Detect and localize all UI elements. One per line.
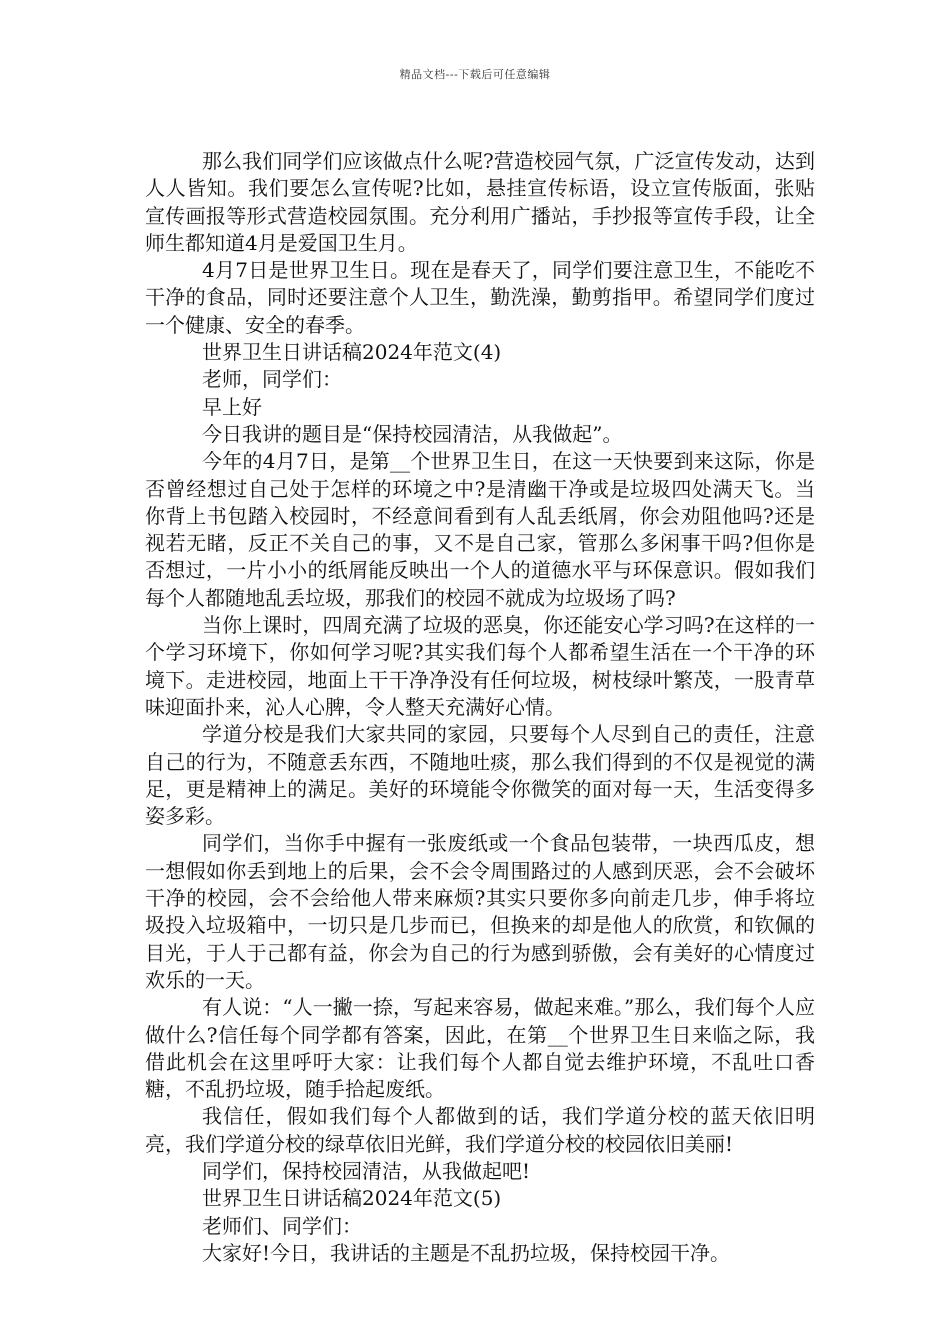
- greeting: 早上好: [202, 394, 262, 419]
- paragraph: 学道分校是我们大家共同的家园，只要每个人尽到自己的责任，注意自己的行为，不随意丢东西，不随地吐痰，那么我们得到的不仅是视觉的满足，更是精神上的满足。美好的环境能令你微笑的面对每一天，生活变得多姿多彩。: [145, 722, 815, 829]
- section-title: 世界卫生日讲话稿2024年范文(5): [202, 1186, 502, 1211]
- document-body: [145, 148, 815, 1267]
- salutation: 老师们、同学们：: [202, 1213, 362, 1238]
- paragraph: 有人说：“人一撇一捺，写起来容易，做起来难。”那么，我们每个人应做什么?信任每个同学都有答案，因此，在第__个世界卫生日来临之际，我借此机会在这里呼吁大家：让我们每个人都自觉去维护环境，不乱吐口香糖，不乱扔垃圾，随手拾起废纸。: [145, 995, 815, 1102]
- paragraph: 那么我们同学们应该做点什么呢?营造校园气氛，广泛宣传发动，达到人人皆知。我们要怎么宣传呢?比如，悬挂宣传标语，设立宣传版面，张贴宣传画报等形式营造校园氛围。充分利用广播站，手抄报等宣传手段，让全师生都知道4月是爱国卫生月。: [145, 149, 815, 255]
- paragraph: 我信任，假如我们每个人都做到的话，我们学道分校的蓝天依旧明亮，我们学道分校的绿草依旧光鲜，我们学道分校的校园依旧美丽!: [145, 1104, 815, 1156]
- paragraph: 今日我讲的题目是“保持校园清洁，从我做起”。: [202, 421, 623, 446]
- paragraph: 同学们，保持校园清洁，从我做起吧!: [202, 1158, 531, 1183]
- paragraph: 大家好!今日，我讲话的主题是不乱扔垃圾，保持校园干净。: [202, 1240, 731, 1265]
- paragraph: 今年的4月7日，是第__个世界卫生日，在这一天快要到来这际，你是否曾经想过自己处于怎样的环境之中?是清幽干净或是垃圾四处满天飞。当你背上书包踏入校园时，不经意间看到有人乱丢纸屑，你会劝阻他吗?还是视若无睹，反正不关自己的事，又不是自己家，管那么多闲事干吗?但你是否想过，一片小小的纸屑能反映出一个人的道德水平与环保意识。假如我们每个人都随地乱丢垃圾，那我们的校园不就成为垃圾场了吗?: [145, 449, 815, 610]
- paragraph: 同学们，当你手中握有一张废纸或一个食品包装带，一块西瓜皮，想一想假如你丢到地上的后果，会不会令周围路过的人感到厌恶，会不会破坏干净的校园，会不会给他人带来麻烦?其实只要你多向前走几步，伸手将垃圾投入垃圾箱中，一切只是几步而已，但换来的却是他人的欣赏，和钦佩的目光，于人于己都有益，你会为自己的行为感到骄傲，会有美好的心情度过欢乐的一天。: [145, 831, 815, 992]
- paragraph: 当你上课时，四周充满了垃圾的恶臭，你还能安心学习吗?在这样的一个学习环境下，你如何学习呢?其实我们每个人都希望生活在一个干净的环境下。走进校园，地面上干干净净没有任何垃圾，树枝绿叶繁茂，一股青草味迎面扑来，沁人心脾，令人整天充满好心情。: [145, 613, 815, 719]
- section-title: 世界卫生日讲话稿2024年范文(4): [202, 340, 502, 365]
- page-header: 精品文档---下载后可任意编辑: [399, 68, 551, 81]
- paragraph: 4月7日是世界卫生日。现在是春天了，同学们要注意卫生，不能吃不干净的食品，同时还要注意个人卫生，勤洗澡，勤剪指甲。希望同学们度过一个健康、安全的春季。: [145, 258, 815, 337]
- salutation: 老师，同学们：: [202, 367, 342, 392]
